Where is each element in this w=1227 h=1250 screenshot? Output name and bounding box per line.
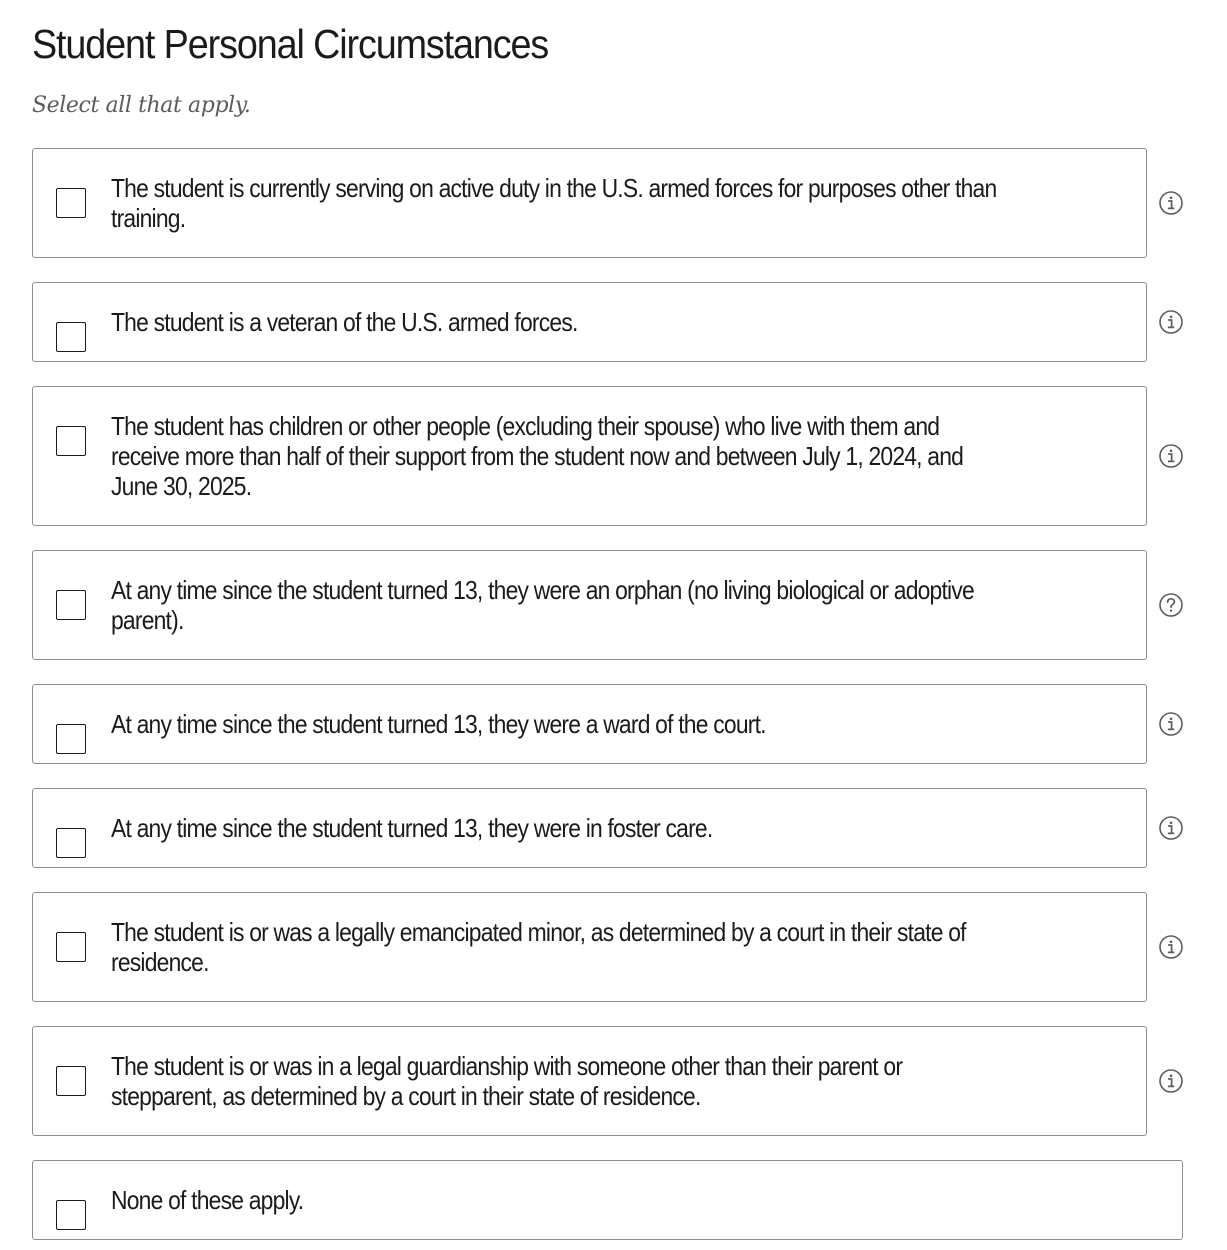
option-card[interactable] — [32, 550, 1147, 660]
option-label-line: The student has children or other people (excluding their spouse) who live with them and — [111, 411, 940, 441]
info-icon[interactable] — [1158, 443, 1184, 469]
option-label — [111, 813, 1136, 843]
option-label — [111, 1051, 1136, 1111]
info-icon[interactable] — [1158, 1068, 1184, 1094]
option-card[interactable] — [32, 1160, 1183, 1240]
option-checkbox[interactable] — [56, 828, 86, 858]
option-label-line: The student is or was a legally emancipated minor, as determined by a court in their state of — [111, 917, 966, 947]
option-checkbox[interactable] — [56, 426, 86, 456]
option-label-line: At any time since the student turned 13, they were a ward of the court. — [111, 709, 766, 739]
info-icon[interactable] — [1158, 815, 1184, 841]
option-card[interactable] — [32, 386, 1147, 526]
option-label — [111, 173, 1136, 233]
page-title: Student Personal Circumstances — [32, 21, 549, 67]
info-icon[interactable] — [1158, 309, 1184, 335]
option-checkbox[interactable] — [56, 1200, 86, 1230]
option-checkbox[interactable] — [56, 322, 86, 352]
option-label-line: June 30, 2025. — [111, 471, 252, 501]
option-checkbox[interactable] — [56, 932, 86, 962]
option-card[interactable] — [32, 684, 1147, 764]
option-checkbox[interactable] — [56, 590, 86, 620]
option-label-line: The student is or was in a legal guardianship with someone other than their parent or — [111, 1051, 903, 1081]
option-label-line: receive more than half of their support from the student now and between July 1, 2024, and — [111, 441, 964, 471]
info-icon[interactable] — [1158, 934, 1184, 960]
option-label-line: The student is currently serving on active duty in the U.S. armed forces for purposes other than — [111, 173, 997, 203]
option-label-line: The student is a veteran of the U.S. armed forces. — [111, 307, 578, 337]
info-icon[interactable] — [1158, 711, 1184, 737]
option-checkbox[interactable] — [56, 188, 86, 218]
option-card[interactable] — [32, 148, 1147, 258]
option-label — [111, 709, 1136, 739]
option-label-line: None of these apply. — [111, 1185, 304, 1215]
option-label — [111, 411, 1136, 501]
option-label-line: training. — [111, 203, 186, 233]
option-card[interactable] — [32, 892, 1147, 1002]
option-label — [111, 307, 1136, 337]
page-subtitle: Select all that apply. — [32, 93, 251, 118]
option-checkbox[interactable] — [56, 1066, 86, 1096]
info-icon[interactable] — [1158, 190, 1184, 216]
option-label-line: parent). — [111, 605, 184, 635]
option-label-line: At any time since the student turned 13, they were an orphan (no living biological or adoptive — [111, 575, 974, 605]
option-label — [111, 1185, 1136, 1215]
option-label-line: residence. — [111, 947, 209, 977]
option-card[interactable] — [32, 788, 1147, 868]
option-checkbox[interactable] — [56, 724, 86, 754]
option-card[interactable] — [32, 1026, 1147, 1136]
option-label — [111, 575, 1136, 635]
option-label-line: stepparent, as determined by a court in their state of residence. — [111, 1081, 701, 1111]
option-label — [111, 917, 1136, 977]
option-card[interactable] — [32, 282, 1147, 362]
question-icon[interactable] — [1158, 592, 1184, 618]
option-label-line: At any time since the student turned 13, they were in foster care. — [111, 813, 713, 843]
